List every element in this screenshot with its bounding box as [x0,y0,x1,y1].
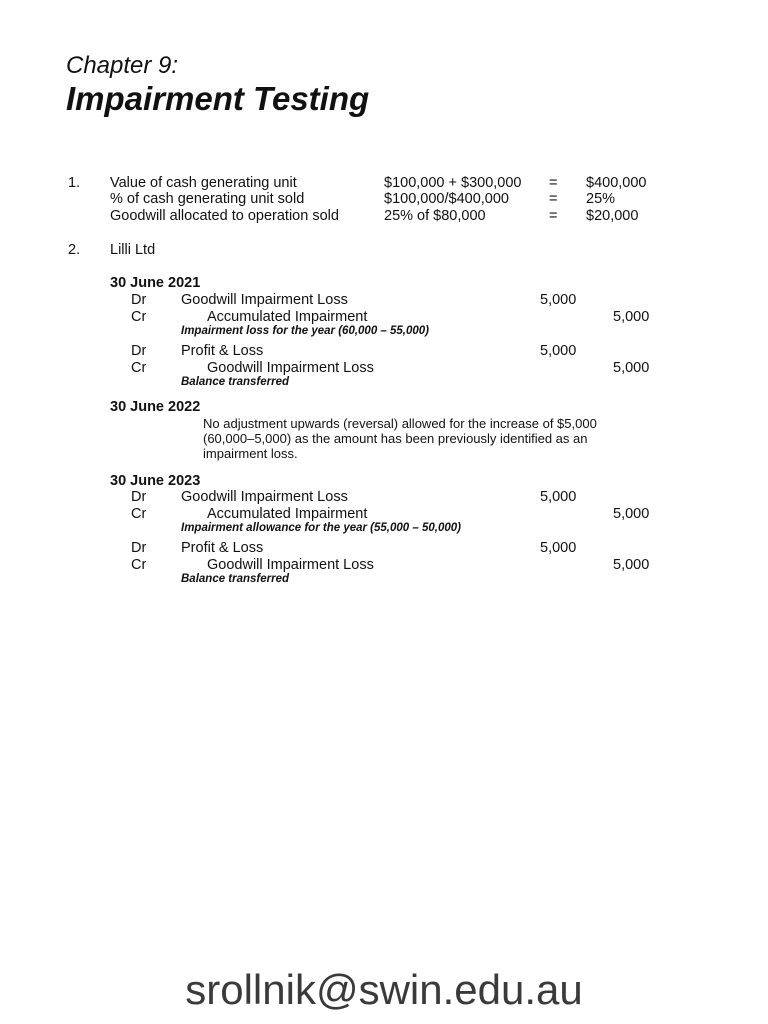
dr-cr-label: Dr [131,489,147,505]
q1-row-equals: = [549,175,558,191]
dr-cr-label: Cr [131,557,147,573]
q1-row-equals: = [549,208,558,224]
dr-cr-label: Dr [131,540,147,556]
debit-amount: 5,000 [540,489,577,505]
credit-amount: 5,000 [613,557,650,573]
q1-row-result: $20,000 [586,208,639,224]
narration: Impairment allowance for the year (55,000 – 50,000) [181,522,461,534]
dr-cr-label: Cr [131,506,147,522]
narration: Balance transferred [181,573,290,585]
q1-row-label: Goodwill allocated to operation sold [110,208,339,224]
dr-cr-label: Dr [131,292,147,308]
paragraph-line: No adjustment upwards (reversal) allowed for the increase of $5,000 [203,416,597,431]
q1-row-result: 25% [586,191,616,207]
q1-row-result: $400,000 [586,175,647,191]
debit-amount: 5,000 [540,292,577,308]
q1-row-label: % of cash generating unit sold [110,191,305,207]
explanation-paragraph [203,416,653,461]
account-name: Profit & Loss [181,343,264,359]
dr-cr-label: Dr [131,343,147,359]
account-name: Accumulated Impairment [207,506,368,522]
q1-row-label: Value of cash generating unit [110,175,297,191]
question-1-number: 1. [68,175,81,191]
account-name: Profit & Loss [181,540,264,556]
account-name: Goodwill Impairment Loss [207,557,374,573]
chapter-label: Chapter 9: [66,52,179,79]
company-name: Lilli Ltd [110,242,156,258]
narration: Impairment loss for the year (60,000 – 55,000) [181,325,430,337]
q1-row-calc: 25% of $80,000 [384,208,486,224]
credit-amount: 5,000 [613,309,650,325]
credit-amount: 5,000 [613,360,650,376]
account-name: Accumulated Impairment [207,309,368,325]
account-name: Goodwill Impairment Loss [181,292,348,308]
question-2-number: 2. [68,242,81,258]
account-name: Goodwill Impairment Loss [207,360,374,376]
q1-row-calc: $100,000 + $300,000 [384,175,522,191]
debit-amount: 5,000 [540,343,577,359]
date-heading-2023: 30 June 2023 [110,473,201,489]
credit-amount: 5,000 [613,506,650,522]
narration: Balance transferred [181,376,290,388]
account-name: Goodwill Impairment Loss [181,489,348,505]
paragraph-line: impairment loss. [203,446,298,461]
q1-row-equals: = [549,191,558,207]
q1-row-calc: $100,000/$400,000 [384,191,509,207]
dr-cr-label: Cr [131,360,147,376]
debit-amount: 5,000 [540,540,577,556]
paragraph-line: (60,000–5,000) as the amount has been previously identified as an [203,431,588,446]
dr-cr-label: Cr [131,309,147,325]
date-heading-2021: 30 June 2021 [110,275,201,291]
date-heading-2022: 30 June 2022 [110,399,201,415]
page-title: Impairment Testing [66,80,370,117]
author-email: srollnik@swin.edu.au [185,966,583,1013]
